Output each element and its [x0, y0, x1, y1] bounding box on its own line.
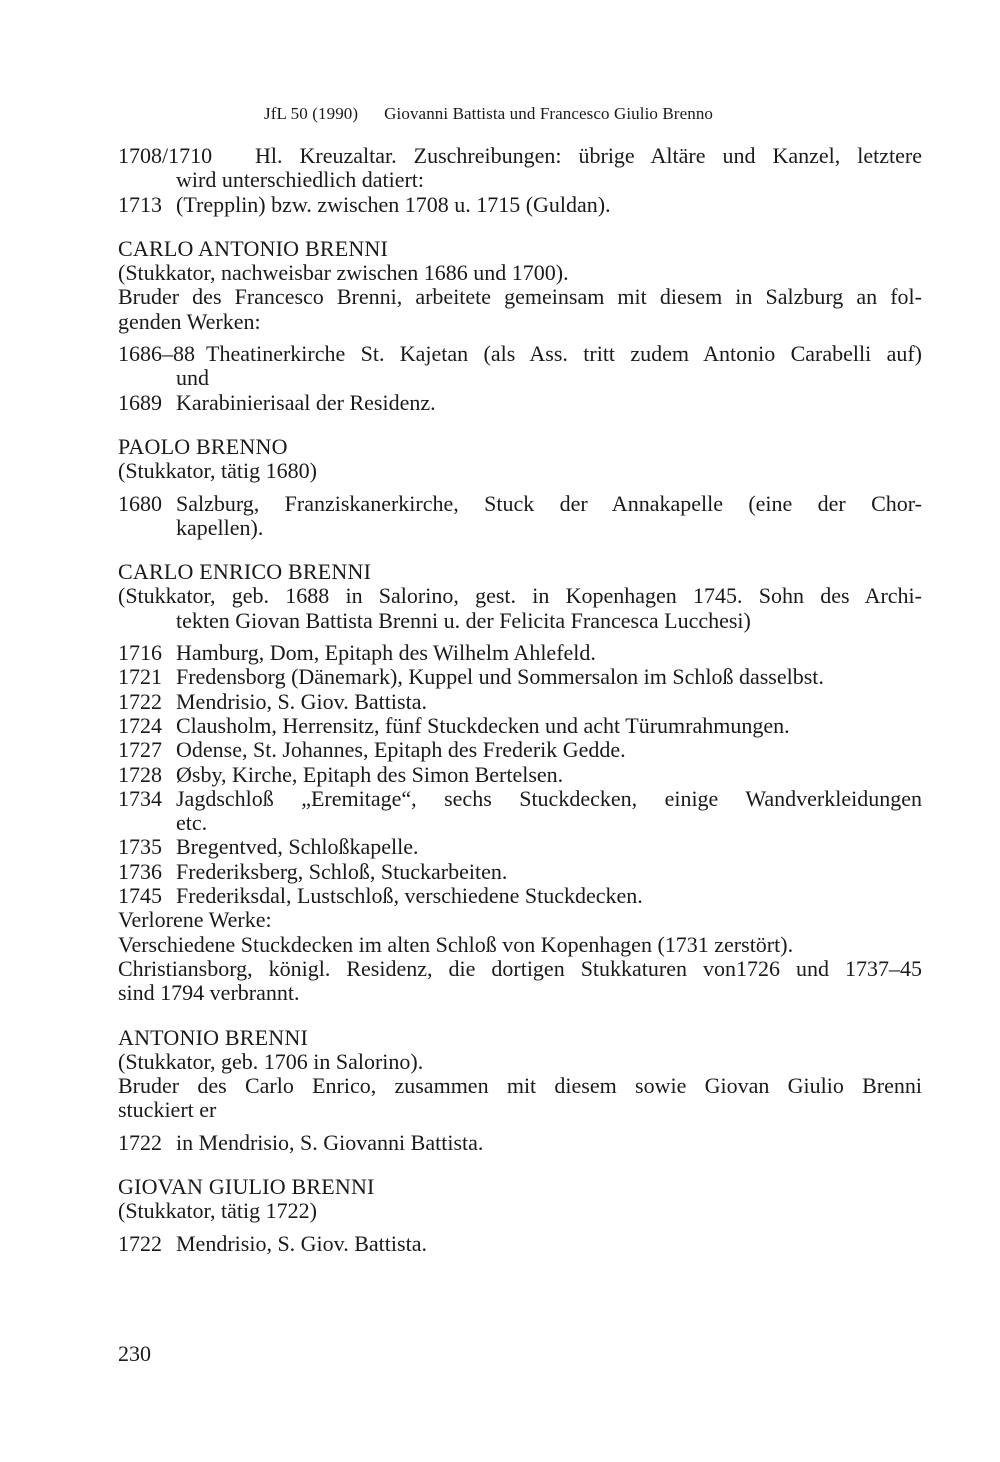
entry-text: Jagdschloß „Eremitage“, sechs Stuckdecken, einige Wandverkleidungen — [176, 785, 922, 811]
intro-line-1 — [118, 144, 922, 168]
section-subtitle: (Stukkator, geb. 1706 in Salorino). — [118, 1048, 424, 1074]
entry-text: Mendrisio, S. Giov. Battista. — [176, 1230, 427, 1256]
work-entry — [118, 492, 922, 516]
work-entry — [118, 714, 922, 738]
work-list — [118, 641, 922, 908]
entry-year: 1734 — [118, 785, 162, 811]
lost-works-line: Christiansborg, königl. Residenz, die dortigen Stukkaturen von1726 und 1737–45 — [118, 955, 922, 981]
entry-text: Bregentved, Schloßkapelle. — [176, 834, 419, 860]
entry-text: Clausholm, Herrensitz, fünf Stuckdecken und acht Türumrahmungen. — [176, 712, 790, 738]
entry-year: 1727 — [118, 737, 162, 763]
entry-year: 1680 — [118, 490, 162, 516]
work-entry-cont — [118, 811, 922, 835]
work-entry — [118, 1131, 922, 1155]
work-entry — [118, 342, 922, 366]
lost-works-heading: Verlorene Werke: — [118, 907, 272, 933]
entry-text: Theatinerkirche St. Kajetan (als Ass. tritt zudem Antonio Carabelli auf) — [206, 341, 922, 367]
work-entry — [118, 738, 922, 762]
section-description: Bruder des Carlo Enrico, zusammen mit diesem sowie Giovan Giulio Brenni — [118, 1073, 922, 1099]
running-head-journal: JfL 50 (1990) — [264, 104, 359, 123]
page-number: 230 — [118, 1341, 151, 1366]
entry-text: Hamburg, Dom, Epitaph des Wilhelm Ahlefeld. — [176, 640, 596, 666]
entry-year: 1728 — [118, 761, 162, 787]
entry-text: Salzburg, Franziskanerkirche, Stuck der Annakapelle (eine der Chor- — [176, 490, 922, 516]
entry-year: 1716 — [118, 640, 162, 666]
section-heading-paolo: PAOLO BRENNO — [118, 433, 288, 459]
entry-text: Øsby, Kirche, Epitaph des Simon Bertelsen. — [176, 761, 564, 787]
section-subtitle: (Stukkator, tätig 1722) — [118, 1198, 317, 1224]
entry-year: 1722 — [118, 1230, 162, 1256]
entry-text: Frederiksdal, Lustschloß, verschiedene Stuckdecken. — [176, 883, 643, 909]
section-heading-antonio: ANTONIO BRENNI — [118, 1024, 308, 1050]
section-heading-carlo-antonio: CARLO ANTONIO BRENNI — [118, 235, 389, 261]
entry-text: (Trepplin) bzw. zwischen 1708 u. 1715 (Guldan). — [176, 191, 611, 217]
running-head — [264, 103, 713, 125]
lost-works-line: Verschiedene Stuckdecken im alten Schloß von Kopenhagen (1731 zerstört). — [118, 931, 794, 957]
intro-line-2: wird unterschiedlich datiert: — [176, 167, 425, 193]
entry-text: Frederiksberg, Schloß, Stuckarbeiten. — [176, 858, 508, 884]
entry-text: Fredensborg (Dänemark), Kuppel und Sommersalon im Schloß dasselbst. — [176, 664, 824, 690]
section-description-cont: genden Werken: — [118, 308, 261, 334]
running-head-title: Giovanni Battista und Francesco Giulio Brenno — [384, 104, 714, 123]
work-entry-cont: kapellen). — [176, 514, 264, 540]
section-subtitle: (Stukkator, geb. 1688 in Salorino, gest. in Kopenhagen 1745. Sohn des Archi- — [118, 583, 922, 609]
entry-year: 1722 — [118, 688, 162, 714]
section-description-cont: stuckiert er — [118, 1097, 217, 1123]
section-heading-giovan-giulio: GIOVAN GIULIO BRENNI — [118, 1173, 375, 1199]
lost-works-line: sind 1794 verbrannt. — [118, 980, 300, 1006]
entry-text: in Mendrisio, S. Giovanni Battista. — [176, 1129, 484, 1155]
entry-year: 1713 — [118, 191, 162, 217]
section-subtitle-cont: tekten Giovan Battista Brenni u. der Felicita Francesca Lucchesi) — [176, 607, 751, 633]
entry-year: 1708/1710 — [118, 143, 213, 168]
entry-year: 1724 — [118, 712, 162, 738]
entry-text: Mendrisio, S. Giov. Battista. — [176, 688, 427, 714]
entry-text: Hl. Kreuzaltar. Zuschreibungen: übrige Altäre und Kanzel, letztere — [255, 143, 922, 168]
entry-year: 1736 — [118, 858, 162, 884]
work-entry — [118, 391, 922, 415]
work-entry — [118, 690, 922, 714]
entry-year: 1721 — [118, 664, 162, 690]
entry-text: etc. — [176, 810, 208, 836]
section-description: Bruder des Francesco Brenni, arbeitete gemeinsam mit diesem in Salzburg an fol- — [118, 284, 922, 310]
page-body — [118, 144, 922, 1256]
section-subtitle: (Stukkator, tätig 1680) — [118, 458, 317, 484]
work-entry — [118, 665, 922, 689]
entry-year: 1686–88 — [118, 341, 195, 367]
work-entry — [118, 787, 922, 811]
work-entry — [118, 1232, 922, 1256]
entry-text: Odense, St. Johannes, Epitaph des Frederik Gedde. — [176, 737, 626, 763]
work-entry — [118, 884, 922, 908]
section-heading-carlo-enrico: CARLO ENRICO BRENNI — [118, 559, 372, 585]
work-entry — [118, 860, 922, 884]
entry-text: Karabinierisaal der Residenz. — [176, 389, 436, 415]
entry-year: 1722 — [118, 1129, 162, 1155]
section-subtitle: (Stukkator, nachweisbar zwischen 1686 und 1700). — [118, 260, 569, 286]
work-entry — [118, 763, 922, 787]
work-entry-cont: und — [176, 365, 209, 391]
intro-line-3 — [118, 193, 922, 217]
work-entry — [118, 835, 922, 859]
entry-year: 1689 — [118, 389, 162, 415]
entry-year: 1735 — [118, 834, 162, 860]
entry-year: 1745 — [118, 883, 162, 909]
work-entry — [118, 641, 922, 665]
